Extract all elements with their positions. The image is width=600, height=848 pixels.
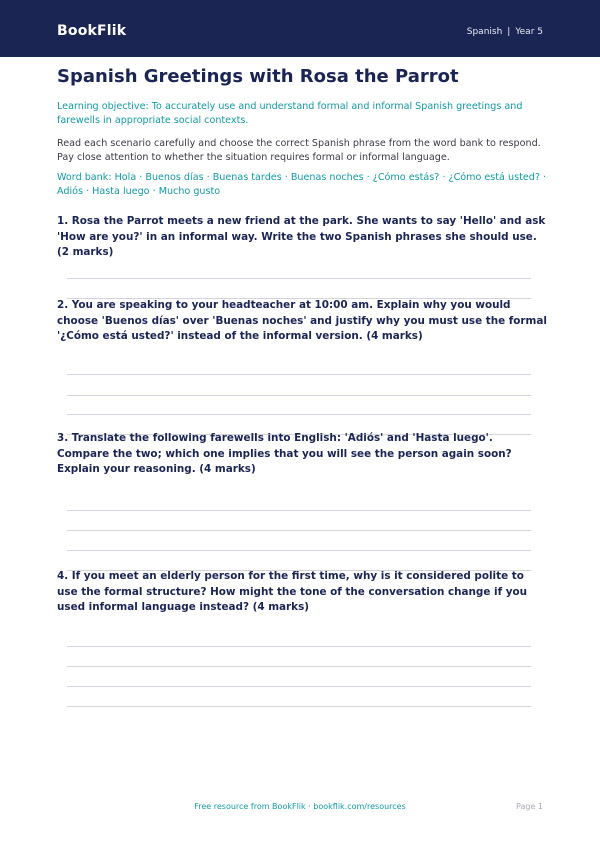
question-2: 2. You are speaking to your headteacher at 10:00 am. Explain why you would choose 'Buenos días' over 'Buenas noches' and justify why you must use the formal '¿Cómo está usted?' instead of the informal version. (4 marks) [57,299,547,343]
year-level: Year 5 [515,27,543,37]
header-bar [0,0,600,57]
answer-line[interactable] [67,550,531,551]
subject-separator: | [507,27,511,37]
question-4: 4. If you meet an elderly person for the first time, why is it considered polite to use the formal structure? How might the tone of the conversation change if you used informal language instead? (4 marks) [57,570,528,614]
question-3: 3. Translate the following farewells into English: 'Adiós' and 'Hasta luego'. Compare the two; which one implies that you will see the person again soon? Explain your reasoning. (4 marks) [57,432,512,476]
answer-line[interactable] [67,278,531,279]
answer-line[interactable] [67,510,531,511]
footer-credit[interactable]: Free resource from BookFlik · bookflik.com/resources [194,802,406,811]
answer-line[interactable] [67,706,531,707]
answer-line[interactable] [67,530,531,531]
word-bank: Word bank: Hola · Buenos días · Buenas tardes · Buenas noches · ¿Cómo estás? · ¿Cómo está usted? · Adiós · Hasta luego · Mucho gusto [57,172,547,197]
brand-logo: BookFlik [57,23,127,39]
instructions: Read each scenario carefully and choose the correct Spanish phrase from the word bank to respond. Pay close attention to whether the situation requires formal or informal language. [57,138,541,163]
learning-objective: Learning objective: To accurately use and understand formal and informal Spanish greetings and farewells in appropriate social contexts. [57,101,523,126]
subject-label [467,27,543,37]
page-number: Page 1 [516,802,543,811]
question-1: 1. Rosa the Parrot meets a new friend at the park. She wants to say 'Hello' and ask 'How are you?' in an informal way. Write the two Spanish phrases she should use. (2 marks) [57,215,546,259]
answer-line[interactable] [67,646,531,647]
answer-line[interactable] [67,666,531,667]
answer-line[interactable] [67,686,531,687]
answer-line[interactable] [67,374,531,375]
subject-name: Spanish [466,27,503,37]
page-title: Spanish Greetings with Rosa the Parrot [57,66,459,87]
answer-line[interactable] [67,395,531,396]
answer-line[interactable] [67,414,531,415]
